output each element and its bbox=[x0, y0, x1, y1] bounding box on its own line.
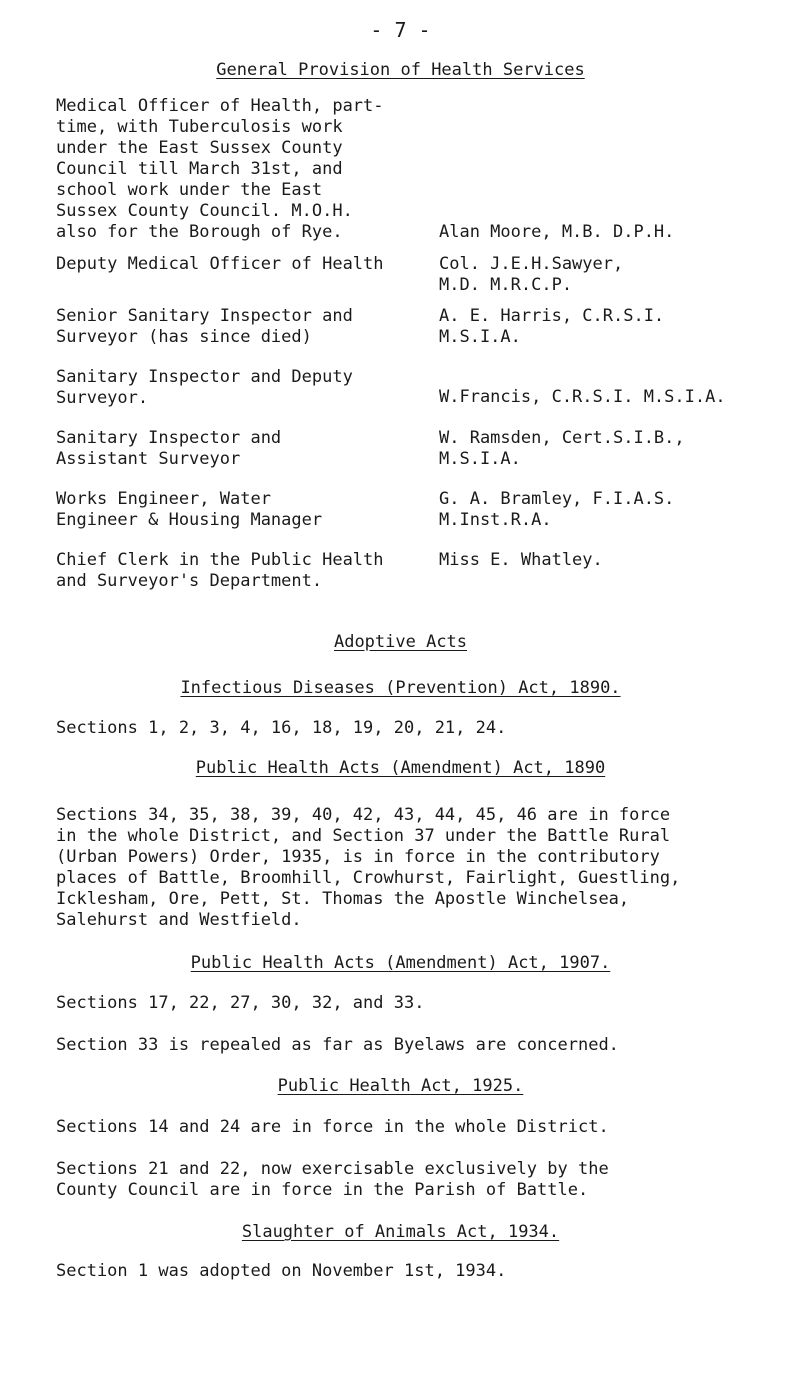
act-slaughter-text: Section 1 was adopted on November 1st, 1934. bbox=[56, 1261, 507, 1281]
staff-role: Medical Officer of Health, part- time, with Tuberculosis work under the East Sussex County Council till March 31st, and school work under the East Sussex County Council. M.O.H. also for the Borough of Rye. bbox=[56, 96, 384, 242]
staff-name: Miss E. Whatley. bbox=[439, 550, 603, 570]
act-heading-text: Public Health Acts (Amendment) Act, 1890 bbox=[195, 758, 606, 778]
adoptive-acts-heading-text: Adoptive Acts bbox=[333, 632, 468, 652]
act-pha-1925-text-2: Sections 21 and 22, now exercisable exclusively by the County Council are in force in the Parish of Battle. bbox=[56, 1159, 609, 1200]
staff-role: Senior Sanitary Inspector and Surveyor (has since died) bbox=[56, 306, 353, 347]
act-pha-1925-text-1: Sections 14 and 24 are in force in the whole District. bbox=[56, 1117, 609, 1137]
staff-role: Works Engineer, Water Engineer & Housing Manager bbox=[56, 489, 323, 530]
staff-role: Sanitary Inspector and Deputy Surveyor. bbox=[56, 367, 353, 408]
staff-name: W. Ramsden, Cert.S.I.B., M.S.I.A. bbox=[439, 428, 685, 469]
act-heading-pha-1890 bbox=[0, 758, 801, 779]
page-number: - 7 - bbox=[370, 18, 431, 42]
act-heading-pha-1925 bbox=[0, 1076, 801, 1097]
act-heading-slaughter-of-animals bbox=[0, 1222, 801, 1243]
page-title-text: General Provision of Health Services bbox=[216, 60, 585, 80]
act-pha-1907-sections: Sections 17, 22, 27, 30, 32, and 33. bbox=[56, 993, 425, 1013]
act-heading-pha-1907 bbox=[0, 953, 801, 974]
staff-name: Alan Moore, M.B. D.P.H. bbox=[439, 222, 675, 242]
staff-name: A. E. Harris, C.R.S.I. M.S.I.A. bbox=[439, 306, 665, 347]
staff-role: Deputy Medical Officer of Health bbox=[56, 254, 384, 274]
staff-role: Chief Clerk in the Public Health and Surveyor's Department. bbox=[56, 550, 384, 591]
act-heading-text: Public Health Acts (Amendment) Act, 1907. bbox=[190, 953, 611, 973]
act-pha-1907-note: Section 33 is repealed as far as Byelaws are concerned. bbox=[56, 1035, 619, 1055]
act-pha-1890-text: Sections 34, 35, 38, 39, 40, 42, 43, 44, 45, 46 are in force in the whole District, and Section 37 under the Battle Rural (Urban Powers) Order, 1935, is in force in the contributory places of Battle, Broomhill, Crowhurst, Fairlight, Guestling, Icklesham, Ore, Pett, St. Thomas the Apostle Winchelsea, Salehurst and Westfield. bbox=[56, 805, 681, 930]
page-title bbox=[0, 60, 801, 81]
act-heading-infectious-diseases bbox=[0, 678, 801, 699]
staff-name: W.Francis, C.R.S.I. M.S.I.A. bbox=[439, 387, 726, 407]
act-infectious-sections: Sections 1, 2, 3, 4, 16, 18, 19, 20, 21, 24. bbox=[56, 718, 507, 738]
staff-name: G. A. Bramley, F.I.A.S. M.Inst.R.A. bbox=[439, 489, 675, 530]
staff-name: Col. J.E.H.Sawyer, M.D. M.R.C.P. bbox=[439, 254, 624, 295]
act-heading-text: Infectious Diseases (Prevention) Act, 1890. bbox=[180, 678, 621, 698]
adoptive-acts-heading bbox=[0, 632, 801, 653]
act-heading-text: Slaughter of Animals Act, 1934. bbox=[241, 1222, 560, 1242]
staff-role: Sanitary Inspector and Assistant Surveyor bbox=[56, 428, 282, 469]
act-heading-text: Public Health Act, 1925. bbox=[277, 1076, 524, 1096]
